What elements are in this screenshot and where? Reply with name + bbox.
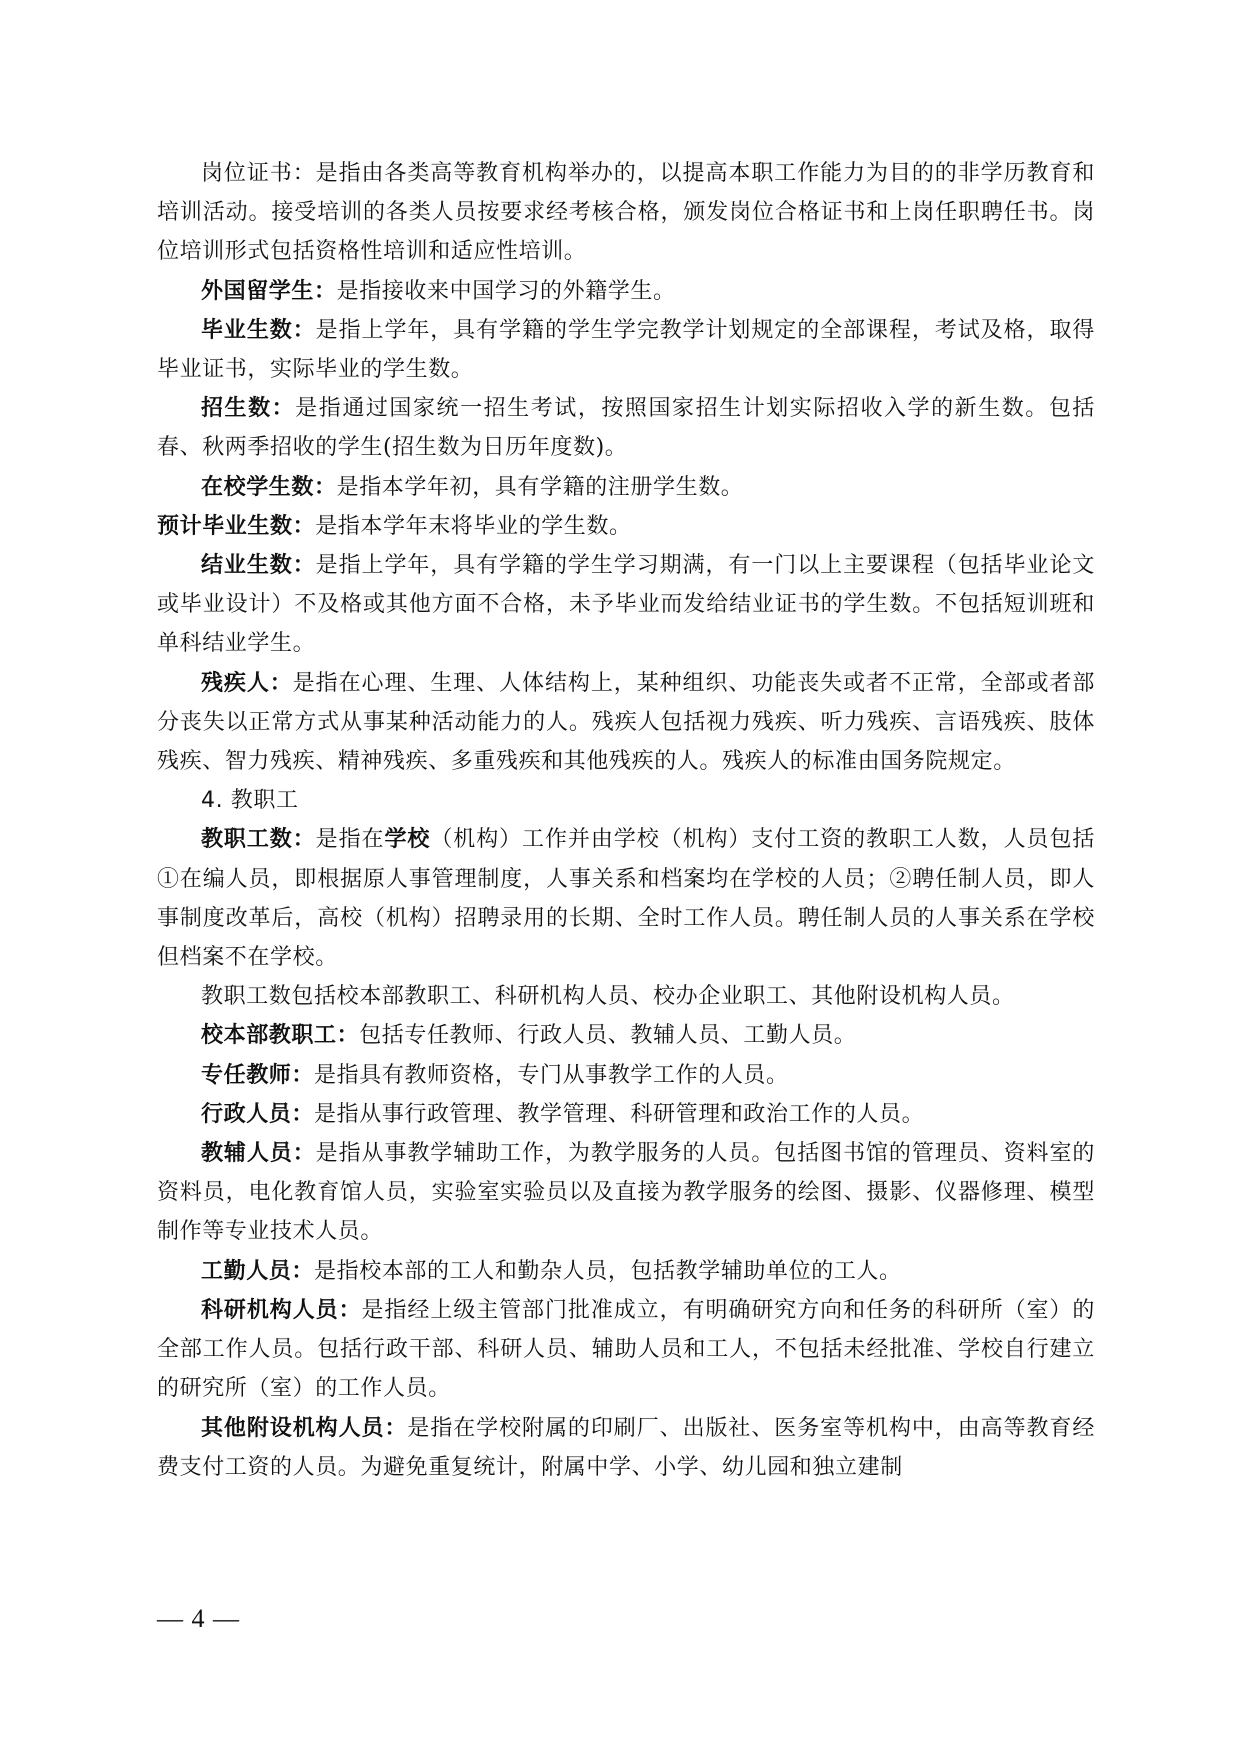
paragraph-text: 是指从事行政管理、教学管理、科研管理和政治工作的人员。 <box>314 1101 925 1127</box>
term-label: 外国留学生： <box>201 278 337 304</box>
paragraph-affiliated-staff <box>157 1409 1095 1487</box>
paragraph-text: 是指经上级主管部门批准成立，有明确研究方向和任务的科研所（室）的全部工作人员。包括行政干部、科研人员、辅助人员和工人，不包括未经批准、学校自行建立的研究所（室）的工作人员。 <box>157 1297 1096 1402</box>
paragraph-text: 包括专任教师、行政人员、教辅人员、工勤人员。 <box>359 1023 857 1049</box>
emphasis-text: 学校 <box>384 827 431 853</box>
document-body <box>157 154 1095 1487</box>
paragraph-text: 是指上学年，具有学籍的学生学习期满，有一门以上主要课程（包括毕业论文或毕业设计）不及格或其他方面不合格，未予毕业而发给结业证书的学生数。不包括短训班和单科结业学生。 <box>157 553 1095 657</box>
term-label: 教职工数： <box>201 827 316 853</box>
paragraph-expected-graduates <box>157 507 1095 546</box>
paragraph-text: 是指上学年，具有学籍的学生学完教学计划规定的全部课程，考试及格，取得毕业证书，实际毕业的学生数。 <box>157 317 1095 383</box>
term-label: 招生数： <box>201 396 296 422</box>
term-label: 其他附设机构人员： <box>201 1415 408 1441</box>
paragraph-text: 是指接收来中国学习的外籍学生。 <box>336 278 676 304</box>
paragraph-staff-summary <box>157 977 1095 1016</box>
paragraph-text: 教职工数包括校本部教职工、科研机构人员、校办企业职工、其他附设机构人员。 <box>201 984 1015 1010</box>
paragraph-graduates <box>157 311 1095 389</box>
paragraph-research-staff <box>157 1291 1095 1409</box>
paragraph-text: 是指在 <box>315 827 385 853</box>
paragraph-text: 是指在学校附属的印刷厂、出版社、医务室等机构中，由高等教育经费支付工资的人员。为避免重复统计，附属中学、小学、幼儿园和独立建制 <box>157 1415 1095 1480</box>
paragraph-disabled-persons <box>157 664 1095 782</box>
term-label: 工勤人员： <box>201 1258 315 1284</box>
term-label: 教辅人员： <box>201 1141 316 1167</box>
paragraph-text: 是指校本部的工人和勤杂人员，包括教学辅助单位的工人。 <box>314 1258 902 1284</box>
paragraph-foreign-students <box>157 272 1095 311</box>
paragraph-text: 岗位证书：是指由各类高等教育机构举办的，以提高本职工作能力为目的的非学历教育和培训活动。接受培训的各类人员按要求经考核合格，颁发岗位合格证书和上岗任职聘任书。岗位培训形式包括资格性培训和适应性培训。 <box>157 161 1095 265</box>
section-heading: 4. 教职工 <box>201 788 299 814</box>
paragraph-campus-staff <box>157 1016 1095 1055</box>
term-label: 在校学生数： <box>201 474 337 500</box>
term-label: 行政人员： <box>201 1101 315 1127</box>
paragraph-teaching-support-staff <box>157 1134 1095 1252</box>
paragraph-text: 是指通过国家统一招生考试，按照国家招生计划实际招收入学的新生数。包括春、秋两季招收的学生(招生数为日历年度数)。 <box>157 396 1096 461</box>
paragraph-text: 是指从事教学辅助工作，为教学服务的人员。包括图书馆的管理员、资料室的资料员，电化教育馆人员，实验室实验员以及直接为教学服务的绘图、摄影、仪器修理、模型制作等专业技术人员。 <box>157 1141 1095 1245</box>
term-label: 专任教师： <box>201 1062 315 1088</box>
term-label: 毕业生数： <box>201 317 316 343</box>
paragraph-enrollment <box>157 389 1095 467</box>
paragraph-text: （机构）工作并由学校（机构）支付工资的教职工人数，人员包括①在编人员，即根据原人事管理制度，人事关系和档案均在学校的人员；②聘任制人员，即人事制度改革后，高校（机构）招聘录用的长期、全时工作人员。聘任制人员的人事关系在学校但档案不在学校。 <box>157 827 1095 971</box>
paragraph-full-time-teachers <box>157 1056 1095 1095</box>
paragraph-completion-students <box>157 546 1095 664</box>
term-label: 残疾人： <box>201 670 293 696</box>
paragraph-enrolled-students <box>157 468 1095 507</box>
paragraph-text: 是指本学年末将毕业的学生数。 <box>315 513 632 539</box>
paragraph-text: 是指具有教师资格，专门从事教学工作的人员。 <box>314 1062 789 1088</box>
paragraph-administrative-staff <box>157 1095 1095 1134</box>
paragraph-service-staff <box>157 1252 1095 1291</box>
term-label: 结业生数： <box>201 553 316 579</box>
term-label: 预计毕业生数： <box>157 513 316 539</box>
paragraph-text: 是指本学年初，具有学籍的注册学生数。 <box>336 474 744 500</box>
paragraph-post-certificate <box>157 154 1095 272</box>
paragraph-text: 是指在心理、生理、人体结构上，某种组织、功能丧失或者不正常，全部或者部分丧失以正常方式从事某种活动能力的人。残疾人包括视力残疾、听力残疾、言语残疾、肢体残疾、智力残疾、精神残疾、多重残疾和其他残疾的人。残疾人的标准由国务院规定。 <box>157 670 1095 775</box>
page-number: — 4 — <box>157 1604 240 1633</box>
term-label: 科研机构人员： <box>201 1297 362 1323</box>
term-label: 校本部教职工： <box>201 1023 360 1049</box>
paragraph-staff-count <box>157 820 1095 977</box>
